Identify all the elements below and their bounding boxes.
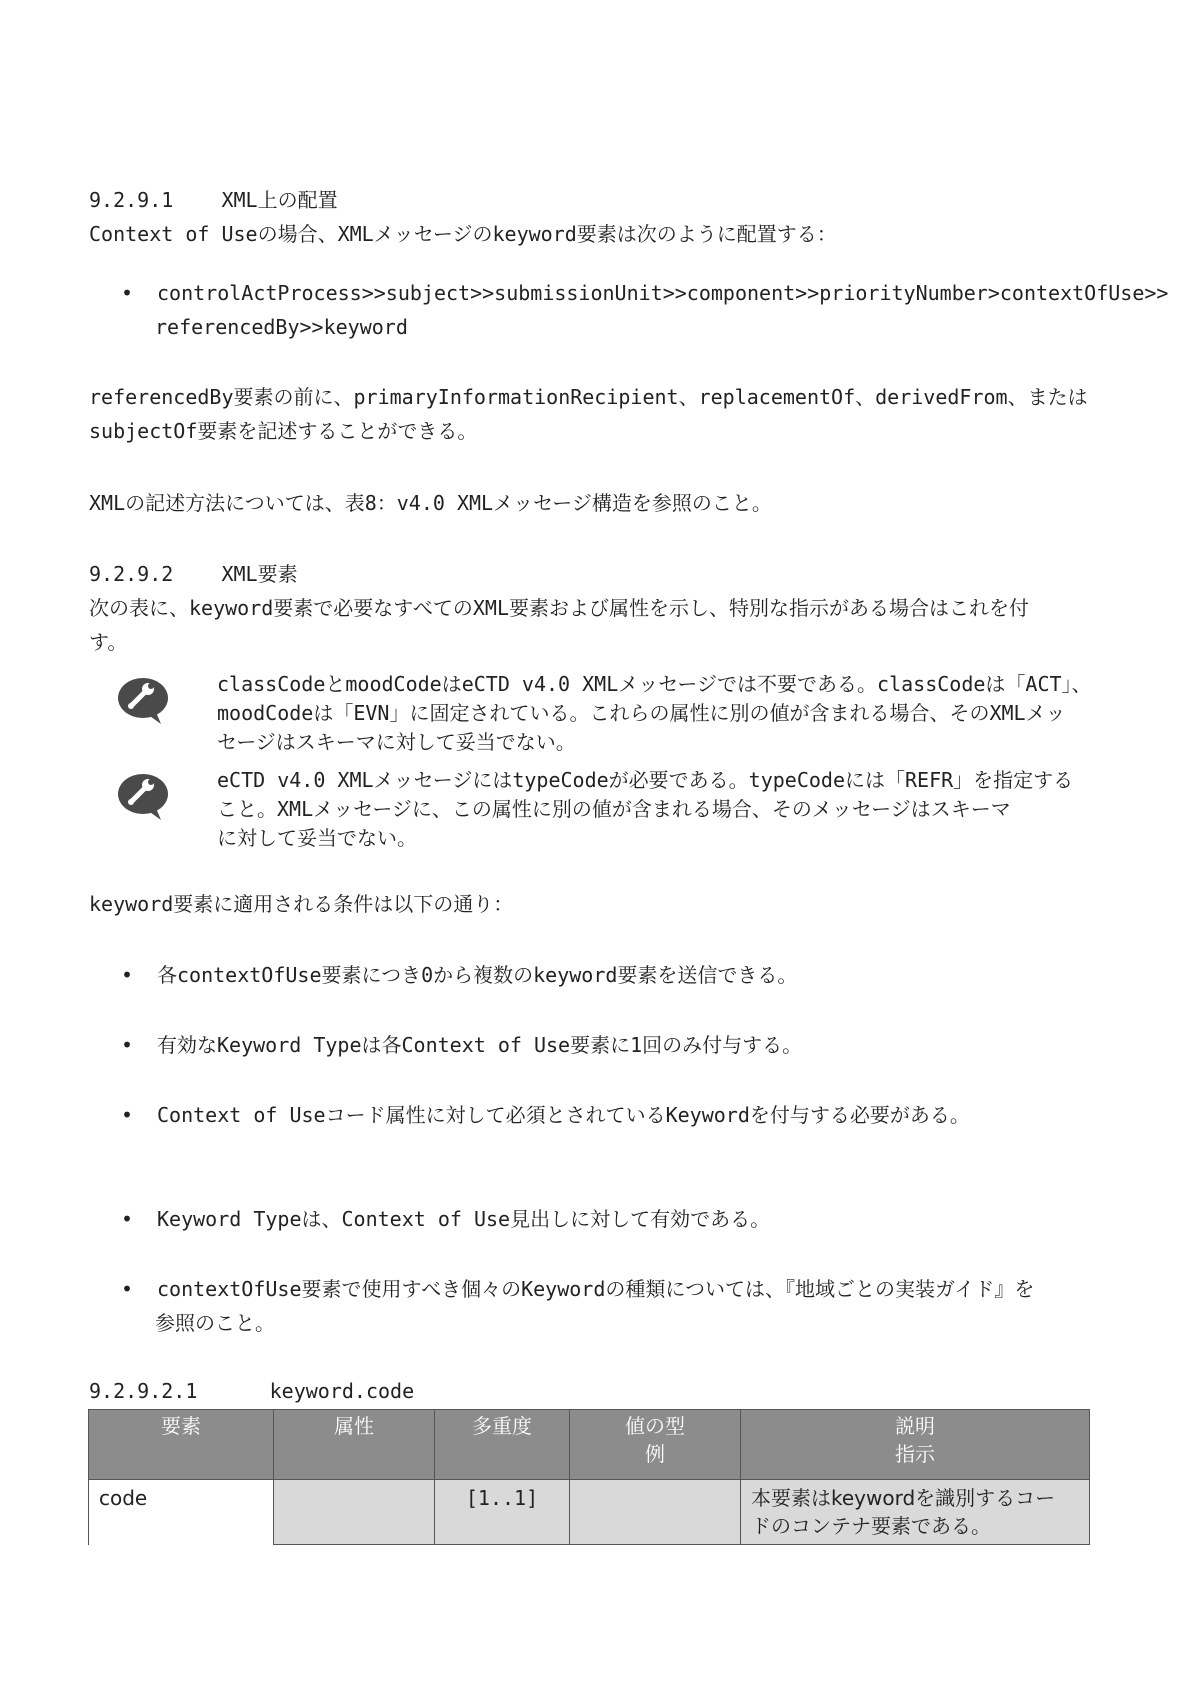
note-line: moodCodeは「EVN」に固定されている。これらの属性に別の値が含まれる場合、そのXMLメッ bbox=[217, 701, 1066, 725]
placement-intro: Context of Useの場合、XMLメッセージのkeyword要素は次のように配置する： bbox=[89, 222, 837, 246]
section-heading-9-2-9-2 bbox=[89, 557, 298, 591]
xml-reference-text: XMLの記述方法については、表8：v4.0 XMLメッセージ構造を参照のこと。 bbox=[89, 491, 772, 515]
table-row bbox=[89, 1480, 1090, 1545]
section-heading-9-2-9-2-1 bbox=[89, 1374, 414, 1408]
condition-text: 各contextOfUse要素につき0から複数のkeyword要素を送信できる。 bbox=[157, 963, 798, 987]
wrench-speech-bubble-icon bbox=[117, 676, 171, 726]
heading-number: 9.2.9.1 bbox=[89, 188, 174, 212]
bullet-icon: • bbox=[121, 1033, 134, 1057]
cell-cardinality: [1..1] bbox=[435, 1480, 570, 1545]
bullet-icon: • bbox=[121, 1103, 134, 1127]
heading-number: 9.2.9.2.1 bbox=[89, 1379, 198, 1403]
col-header-description: 説明 指示 bbox=[741, 1410, 1090, 1480]
paragraph-line: subjectOf要素を記述することができる。 bbox=[89, 419, 478, 443]
xml-path-line-2: referencedBy>>keyword bbox=[155, 315, 408, 339]
keyword-code-table bbox=[88, 1409, 1090, 1545]
bullet-icon: • bbox=[121, 281, 134, 305]
cell-value-type bbox=[570, 1480, 741, 1545]
paragraph-line: す。 bbox=[89, 630, 128, 654]
cell-attribute bbox=[274, 1480, 435, 1545]
heading-title: XML上の配置 bbox=[221, 188, 338, 212]
bullet-icon: • bbox=[121, 1207, 134, 1231]
xml-path-line-1: controlActProcess>>subject>>submissionUnit>>component>>priorityNumber>contextOfUse>> bbox=[157, 281, 1169, 305]
condition-text: Keyword Typeは、Context of Use見出しに対して有効である。 bbox=[157, 1207, 771, 1231]
bullet-icon: • bbox=[121, 1277, 134, 1301]
note-line: classCodeとmoodCodeはeCTD v4.0 XMLメッセージでは不要である。classCodeは「ACT」、 bbox=[217, 672, 1092, 696]
condition-text: Context of Useコード属性に対して必須とされているKeywordを付与する必要がある。 bbox=[157, 1103, 970, 1127]
wrench-speech-bubble-icon bbox=[117, 772, 171, 822]
heading-title: XML要素 bbox=[221, 562, 298, 586]
note-line: に対して妥当でない。 bbox=[217, 826, 417, 850]
cell-element: code bbox=[89, 1480, 274, 1545]
condition-text: 有効なKeyword Typeは各Context of Use要素に1回のみ付与する。 bbox=[157, 1033, 803, 1057]
condition-text: 参照のこと。 bbox=[155, 1311, 275, 1335]
section-heading-9-2-9-1 bbox=[89, 183, 338, 217]
paragraph-line: referencedBy要素の前に、primaryInformationRecipient、replacementOf、derivedFrom、または bbox=[89, 385, 1088, 409]
heading-title: keyword.code bbox=[269, 1379, 415, 1403]
heading-number: 9.2.9.2 bbox=[89, 562, 174, 586]
condition-text: contextOfUse要素で使用すべき個々のKeywordの種類については、『地域ごとの実装ガイド』を bbox=[157, 1277, 1035, 1301]
col-header-value-type: 値の型 例 bbox=[570, 1410, 741, 1480]
paragraph-line: 次の表に、keyword要素で必要なすべてのXML要素および属性を示し、特別な指示がある場合はこれを付 bbox=[89, 596, 1030, 620]
cell-description: 本要素はkeywordを識別するコー ドのコンテナ要素である。 bbox=[741, 1480, 1090, 1545]
note-line: こと。XMLメッセージに、この属性に別の値が含まれる場合、そのメッセージはスキーマ bbox=[217, 797, 1011, 821]
table-header-row bbox=[89, 1410, 1090, 1480]
col-header-cardinality: 多重度 bbox=[435, 1410, 570, 1480]
note-line: セージはスキーマに対して妥当でない。 bbox=[217, 730, 576, 754]
bullet-icon: • bbox=[121, 963, 134, 987]
conditions-intro: keyword要素に適用される条件は以下の通り： bbox=[89, 892, 514, 916]
col-header-attribute: 属性 bbox=[274, 1410, 435, 1480]
col-header-element: 要素 bbox=[89, 1410, 274, 1480]
note-line: eCTD v4.0 XMLメッセージにはtypeCodeが必要である。typeCodeには「REFR」を指定する bbox=[217, 768, 1074, 792]
